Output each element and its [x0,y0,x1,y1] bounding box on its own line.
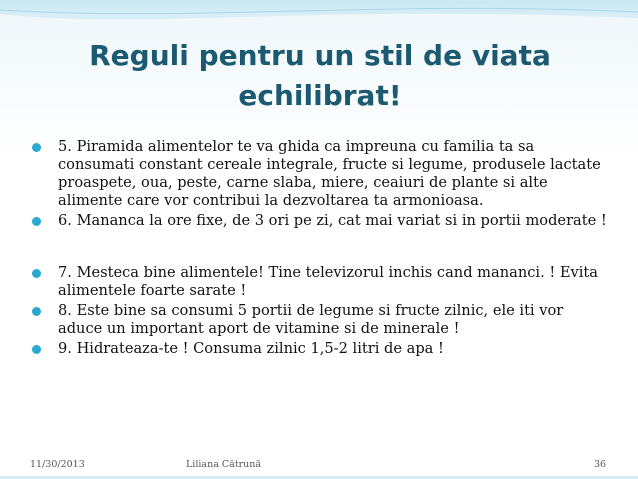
bullet-item [28,264,608,300]
bullet-dot-icon [32,307,41,316]
bullet-text: 5. Piramida alimentelor te va ghida ca impreuna cu familia ta sa consumati constant cereale integrale, fructe si legume, produsele lactate proaspete, oua, peste, carne slaba, miere, ceaiuri de plante si alte alimente care vor contribui la dezvoltarea ta armonioasa. [58,138,601,209]
bullet-dot-icon [32,143,41,152]
bullet-dot-icon [32,217,41,226]
bullet-text: 7. Mesteca bine alimentele! Tine televizorul inchis cand mananci. ! Evita alimentele foarte sarate ! [58,264,598,299]
slide-title [40,36,600,116]
bullet-item [28,212,608,230]
footer-date: 11/30/2013 [30,459,85,470]
title-line-2: echilibrat! [238,79,402,112]
bullet-text: 8. Este bine sa consumi 5 portii de legume si fructe zilnic, ele iti vor aduce un important aport de vitamine si de minerale ! [58,302,564,337]
bullet-text: 6. Mananca la ore fixe, de 3 ori pe zi, cat mai variat si in portii moderate ! [58,212,607,229]
bullet-item [28,138,608,210]
spacer [28,230,608,264]
bullet-item [28,340,608,358]
footer-page-number: 36 [594,459,607,470]
decorative-wave [0,0,638,40]
bullet-list [28,138,608,358]
bullet-text: 9. Hidrateaza-te ! Consuma zilnic 1,5-2 litri de apa ! [58,340,444,357]
title-line-1: Reguli pentru un stil de viata [89,39,551,72]
bullet-dot-icon [32,345,41,354]
bullet-dot-icon [32,269,41,278]
bullet-item [28,302,608,338]
footer-author: Liliana Cătrună [186,459,262,470]
